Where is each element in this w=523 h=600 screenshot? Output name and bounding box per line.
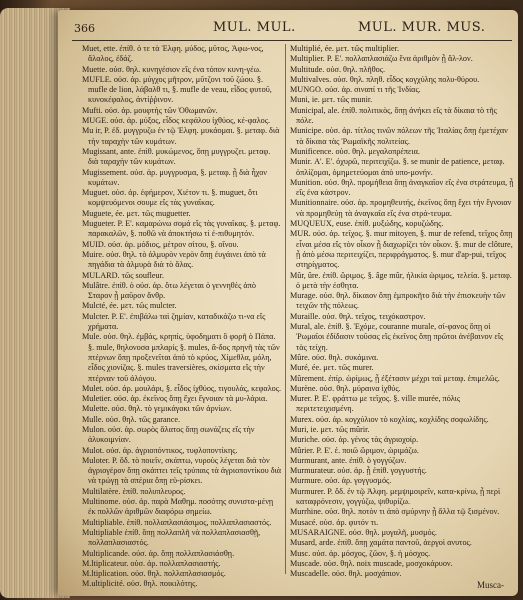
header-right: MUL. MUR. MUS. [358, 20, 486, 35]
dictionary-entry: Muni, ie. μετ. τῶς munir. [290, 95, 373, 105]
dictionary-entry: Muguete, ée. μετ. τῶς muguetter. [82, 208, 191, 218]
dictionary-entry: Musacé. οὐσ. ἀρ. φυτόν τι. [290, 517, 379, 527]
dictionary-entry: Muscade. οὐσ. θηλ. noix muscade, μοσχοκάρυον. [290, 558, 453, 568]
dictionary-entry: Mulcté, ée. μετ. τῶς mulcter. [82, 301, 177, 311]
left-column [82, 44, 282, 589]
dictionary-entry: Multinome. οὐσ. ἀρ. παρὰ Μαθημ. ποσότης συνιστα-μένῃ ἐκ πολλῶν ἀριθμῶν διαφόρω σημείω. [82, 497, 274, 517]
dictionary-entry: M.ultiplicité. οὐσ. θηλ. ποικιλότης. [82, 579, 198, 589]
dictionary-entry: MUQUEUX, euse. ἐπίθ. μυξώδης, κορυζώδης. [290, 219, 444, 229]
dictionary-entry: Munir. Α'. Ε'. ὀχυρῶ, περιτειχίζω. §. se munir de patience, μεταφ. ὁπλίζομαι, ὁμημετεύομαι ἀπὸ υπο-μονήν. [290, 157, 505, 177]
dictionary-entry: Muré, ée. μετ. τῶς murer. [290, 363, 374, 373]
dictionary-entry: Municipal, ale. ἐπίθ. πολιτικὸς, ὅπῃ ἀνήκει εἴς τὰ δίκαια τὸ τῆς πόλε. [290, 105, 497, 126]
dictionary-entry: Murène. οὐσ. θηλ. μύραινα ἰχθύς. [290, 383, 401, 393]
dictionary-entry: Multipliable ἐπίθ. ὅπῃ πολλαπλῆ νὰ πολλαπλασιασθῇ, πολλαπλασιαστός. [82, 527, 261, 548]
dictionary-entry: Muraille. οὐσ. θηλ. τεῖχος, τειχόκαστρον. [290, 311, 426, 321]
dictionary-entry: Murmurer. P. ὅδ. ἐν τῷ Ἀλφη. μεμψιμοιρεῖν, κατα-κρίνω, ᾗ περὶ καταφρόνεσιν, γογγύζω, ψιθυρίζω. [290, 486, 501, 507]
dictionary-entry: Mufti. οὐσ. ἀρ. μουφτής τῶν Ὀθωμανῶν. [82, 105, 218, 115]
dictionary-entry: Muscadelle. οὐσ. θηλ. μοσχάπιον. [290, 569, 402, 579]
dictionary-entry: MUFLE. οὐσ. ἀρ. μύγχος μῆτρον, μῦτζονι τοῦ ζώου. §. mufle de lion, λάβαλθ τι, §. mufle de veau, εἶδος φυτοῦ, κυνοκέφαλος, ἀντίῤῥινον. [82, 74, 272, 105]
dictionary-entry: Muri, ie. μετ. τῶς mûrir. [290, 424, 370, 434]
dictionary-entry: Murage. οὐσ. θηλ. δίκαιον ὅπῃ ἐμπροκῆτο διὰ τὴν ἐπισκευὴν τῶν τειχῶν τῆς πόλεως. [290, 291, 506, 311]
dictionary-entry: Mugueter. P. E'. καμαρώνω σομά εἴς τὰς γυναῖκας. §. μεταφ. παρακαλῶν, §. ποθῶ νὰ ἀποκτήσω τί ἐ-πιθυμητόν. [82, 219, 281, 239]
dictionary-entry: Munition. οὐσ. θηλ. προμήθεια ὅπῃ ἀναγκαῖον εἴς ἐνα στράτευμα, ᾗ εἴς ἐνα κάστρον. [290, 177, 514, 198]
dictionary-entry: Mulot. οὐσ. ἀρ. ἀγριοπόντικος, τυφλοποντίκης. [82, 445, 238, 455]
dictionary-entry: Mûrement. ἐπίρ. ὡρίμως, ᾗ ἐξέτασιν μέχρι ταὶ μεταφ. ἐπιμελῶς. [290, 373, 500, 383]
dictionary-entry: Multiplier. P. E'. πολλαπλασιάζω ἕνα ἀριθμὸν ᾗ ἄλ-λον. [290, 54, 473, 64]
dictionary-entry: Multilatère. ἐπίθ. πολυπλευρος. [82, 486, 186, 496]
text-columns [72, 44, 514, 589]
dictionary-entry: Mugissant, ante. ἐπίθ. μυκώμενος, ὅπῃ μυγγρυζει. μεταφ. διὰ ταραχὴν τῶν κυμάτων. [82, 146, 271, 167]
dictionary-entry: Multivalves. οὐσ. θηλ. πληθ. εἶδος κογχύλης πολυ-θύρου. [290, 74, 480, 84]
dictionary-entry: M.ltiplicateur. οὐσ. ἀρ. πολλαπλασιαστής. [82, 558, 221, 568]
dictionary-entry: MUSARAIGNE. οὐσ. θηλ. μυγαλῆ, μυσμός. [290, 527, 437, 537]
book-page [58, 10, 518, 596]
dictionary-entry: Muguet. οὐσ. ἀρ. ἐφήμερον, Χιέτον τι. §. muguet, ὅτι κομψευόμενοι σουμε εἴς τὰς γυναῖκας. [82, 188, 258, 208]
dictionary-entry: Municipe. οὐσ. ἀρ. τίτλος τινῶν πόλεων τῆς Ἰταλίας ὅπῃ ἐμετέχαν τὰ δίκαια τὰς Ῥωμαϊκῆς πολιτείας. [290, 126, 508, 146]
dictionary-entry: Murmurant, ante. ἐπίθ. ὁ γογγύζων. [290, 455, 407, 465]
dictionary-entry: MUID. οὐσ. ἀρ. μόδιος, μέτρον σίτου, §. οἴνου. [82, 239, 239, 249]
dictionary-entry: Muletier. οὐσ. ἀρ. ἐκεῖνος ὅπῃ ἔχει ἔγνοιαν τὰ μυ-λάρια. [82, 394, 268, 404]
dictionary-entry: Mule. οὐσ. θηλ. ἐμβάς, κρηπίς, ὑφοδηματι ὃ φορῆ ὁ Πάπα. §. mule, θηλονοσα μπλαρίς §. mules, ἄ-δος πρηνῆ τὰς τῶν πτέρνων ὅπῃ προξενεῖται ἀπὸ τὸ κρύος, Χίμεθλα, μόλη, εἶδος χιονίζας. §. mules traversières, σκίσματα εἴς τὴν πτέρναν τοῦ ἀλόγου. [82, 332, 280, 383]
column-divider [285, 44, 286, 574]
dictionary-entry: Mural, ale. ἐπίθ. §. Ἐχόμε, couranne murale, σί-φανος ὅπῃ οἱ Ῥωμαῖοι ἐδίδασιν τοῦσας εἴς ἐκεῖνος ὅπῃ πρῶτοι ἀνέβαινον εἴς τὰς τείχη. [290, 322, 504, 352]
catchword: Musca- [477, 580, 504, 590]
dictionary-entry: Muloter. P. ὅδ. τὸ ποιεῖν, σκάπτω, νυροὺς λέγεται διὰ τὸν ἀγριογέρον ὅπῃ σκάπτει τεῖς τρύπαις τὰ ἀγριοποντίκου διὰ νὰ τρώγῃ τὰ σπέρια ὅπῃ εὑ-ρίσκει. [82, 455, 282, 486]
dictionary-entry: MUNGO. οὐσ. ἀρ. σιναπί τι τῆς Ἰνδίας. [290, 85, 421, 95]
dictionary-entry: Musard, arde. ἐπίθ. ὅπῃ χαμάτα παντοῦ, ἀεργοὶ ανυτος. [290, 538, 472, 548]
dictionary-entry: Munitionnaire. οὐσ. ἀρ. προμηθευτής, ἐκεῖνος ὅπῃ ἔχει τὴν ἔγνοιαν νὰ προμηθεύῃ τὰ ἀναγκαῖα εἴς ἐνα στρά-τευμα. [290, 198, 512, 218]
header-left: MUL. MUL. [213, 20, 296, 35]
dictionary-entry: Murer. P. E'. φράττω με τεῖχος. §. ville murée, πόλις περιτετειχισμένη. [290, 394, 461, 414]
dictionary-entry: Mulette. οὐσ. θηλ. τὸ γεμικάγοκι τῶν ἀρνίων. [82, 404, 232, 414]
dictionary-entry: Multipliable. ἐπίθ. πολλαπλασιάσιμος, πολλαπλασιαστός. [82, 517, 272, 527]
dictionary-entry: Mulle. οὐσ. θηλ. τῶς garance. [82, 414, 181, 424]
dictionary-entry: Mûrier. P. E'. ἐ. ποιῶ ὥριμον, ὡριμάζω. [290, 445, 419, 455]
dictionary-entry: Mu ir, P. ἐδ. μυγγρυζω ἐν τῷ Ἐλφη. μυκάομαι. §. μεταφ. διὰ τὴν ταραχὴν τῶν κυμάτων. [82, 126, 280, 146]
right-column [290, 44, 514, 579]
dictionary-entry: MUGE. οὐσ. ἀρ. μύξος, εἶδος κεφάλου ἰχθύος, κέ-φαλος. [82, 116, 271, 126]
dictionary-entry: MULARD. τῶς soufleur. [82, 270, 164, 280]
dictionary-entry: Murmurateur. οὐσ. ἀρ. ᾗ ἐπίθ. γογγυστής. [290, 466, 427, 476]
dictionary-entry: Mulet. οὐσ. ἀρ. μουλάρι, §. εἶδος ἰχθύος, τιγουλάς, κεφαλος. [82, 383, 282, 393]
dictionary-entry: Mûre. οὐσ. θηλ. συκάμινα. [290, 352, 379, 362]
dictionary-entry: Multiplicande. οὐσ. ἀρ. ὅπῃ πολλαπλασιάσθῃ. [82, 548, 235, 558]
dictionary-entry: Multiplié, ée. μετ. τῶς multiplier. [290, 44, 399, 53]
header-rule [72, 40, 512, 41]
dictionary-entry: Multitude. οὐσ. θηλ. πλῆθος. [290, 64, 385, 74]
dictionary-entry: Muriche. οὐσ. ἀρ. γένος τὰς ἀγριοχοίρ. [290, 435, 419, 445]
dictionary-entry: Murrhine. οὐσ. θηλ. ποτὸν τι ἀπὸ σμύρνην ᾗ ἄλλα τῷ ξισμένον. [290, 507, 500, 517]
dictionary-entry: M.ltiplication. οὐσ. θηλ. πολλαπλασιασμός. [82, 569, 226, 579]
dictionary-entry: Muire. οὐσ. θηλ. τὸ ἀλμυρὸν νερὸν ὅπῃ ἐυγάινει ἀπὸ τὰ πηγάδια τὰ ἁλμυρὰ διὰ τὸ ἅλας. [82, 249, 266, 270]
dictionary-entry: Murmure. οὐσ. ἀρ. γογγυσμός. [290, 476, 392, 486]
dictionary-entry: Mulcter. P. E'. ἐπιβάλω ταὶ ζημίαν, καταδικάζω τι-να εἴς χρήματα. [82, 311, 266, 332]
dictionary-entry: Muette. οὐσ. θηλ. κυνηγέσιον εἴς ἐνα τόπον κυνη-γέω. [82, 64, 262, 74]
dictionary-entry: Mulon. οὐσ. ἀρ. σωρὸς ἅλατος ὅπῃ σωνάζεις εἴς τὴν ἁλυκοιμνίαν. [82, 424, 255, 445]
dictionary-entry: Mûr, ûre. ἐπίθ. ὥριμος. §. âge mûr, ἡλικία ὡριμος, τελεία. §. μεταφ. ὁ μετὰ τὴν ἐσθητα. [290, 270, 512, 290]
dictionary-entry: Mugissement. οὐσ. ἀρ. μυγγρυσμα, §. μεταφ. ᾗ διὰ ἦχον κυμάτων. [82, 167, 268, 187]
dictionary-entry: Mulâtre. ἐπίθ. ὁ οὐσ. ἀρ. ὅτω λέγεται ὁ γεννηθὲς ἀπὸ Σταρον ᾗ μαῦρον ἄνθρ. [82, 280, 256, 301]
dictionary-entry: Munificence. οὐσ. θηλ. μεγαλοπρέπεια. [290, 146, 420, 156]
dictionary-entry: Murex. οὐσ. ἀρ. κογχύλιον τὸ κοχλίας, κοχλίδης σοφωλίδης. [290, 414, 489, 424]
page-header [68, 18, 514, 40]
dictionary-entry: Muet, ette. ἐπίθ. ὁ τε τὰ Ἐλφη. μύδος, μῦτος, Ἀφω-νος, ἄλαλος, ἐδάζ. [82, 44, 264, 64]
dictionary-entry: MUR. οὐσ. ἀρ. τεῖχος. §. mur mitoyen, §. mur de refend, τεῖχος ὅπῃ εἶναι μέσα εἴς τὸν οἶκον ᾗ διαχωρίζει τὸν οἶκον. §. mur de clôture, ᾗ ἀπὸ μέσω περιτειχίζει, περιφράγματος. §. mur d'ap-pui, τεῖχος στηρίγματος. [290, 229, 513, 270]
dictionary-entry: Musc. οὐσ. ἀρ. μόσχος, ζῶον, §. ἡ μόσχος. [290, 548, 431, 558]
page-number: 366 [74, 22, 95, 35]
